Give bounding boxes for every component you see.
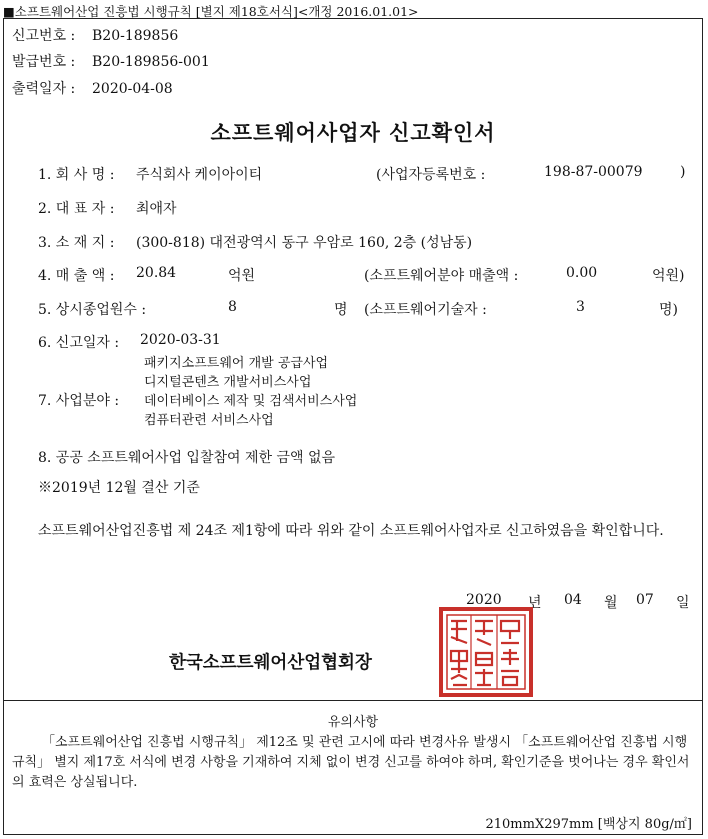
print-date-row [12,78,173,98]
sw-sales-label: (소프트웨어분야 매출액 : [364,268,519,284]
settlement-note: ※2019년 12월 결산 기준 [38,480,200,496]
sales-unit: 억원 [228,268,256,284]
issue-year-unit: 년 [528,595,542,611]
report-date-value: 2020-03-31 [140,332,221,348]
company-name: 주식회사 케이아이티 [136,167,263,183]
sales-value: 20.84 [136,265,177,281]
issue-month: 04 [564,592,582,608]
employees-value: 8 [228,299,237,315]
confirmation-text: 소프트웨어산업진흥법 제 24조 제1항에 따라 위와 같이 소프트웨어사업자로 신고하였음을 확인합니다. [38,523,664,539]
employees-unit: 명 [334,302,348,318]
print-date-value: 2020-04-08 [92,81,173,97]
notes-text: 「소프트웨어산업 진흥법 시행규칙」 제12조 및 관련 고시에 따라 변경사유 발생시 「소프트웨어산업 진흥법 시행규칙」 별지 제17호 서식에 변경 사항을 기재하여 지체 없이 변경 신고를 하여야 하며, 확인기준을 벗어나는 경우 확인서의 효력은 상실됩니다. [12,735,690,790]
notes-heading: 유의사항 [327,715,379,730]
employees-label: 5. 상시종업원수 : [38,302,147,318]
report-number-value: B20-189856 [92,28,179,44]
issue-day: 07 [636,592,654,608]
representative-name: 최애자 [136,201,177,217]
business-reg-close: ) [680,164,686,180]
print-date-label: 출력일자 : [12,81,76,97]
business-item: 데이터베이스 제작 및 검색서비스사업 [144,394,358,409]
sw-engineers-unit: 명) [659,302,678,318]
sw-sales-unit: 억원) [652,268,685,284]
public-bid-limit: 8. 공공 소프트웨어사업 입찰참여 제한 금액 없음 [38,450,336,466]
address-label: 3. 소 재 지 : [38,235,115,251]
certificate-frame [3,18,703,835]
report-number-row [12,25,178,45]
paper-spec: 210mmX297mm [백상지 80g/㎡] [485,817,692,832]
report-number-label: 신고번호 : [12,28,76,44]
form-header: ■소프트웨어산업 진흥법 시행규칙 [별지 제18호서식]<개정 2016.01.01> [3,4,419,19]
sw-engineers-value: 3 [576,299,585,315]
company-label: 1. 회 사 명 : [38,167,115,183]
business-item: 디지털콘텐츠 개발서비스사업 [144,375,312,390]
issue-number-row [12,51,210,71]
official-seal-icon [439,607,533,697]
business-item: 패키지소프트웨어 개발 공급사업 [144,356,329,371]
notes-divider [4,700,702,701]
issue-day-unit: 일 [676,595,690,611]
issue-number-value: B20-189856-001 [92,54,210,70]
business-reg-label: (사업자등록번호 : [376,167,486,183]
business-reg-number: 198-87-00079 [544,164,643,180]
address-value: (300-818) 대전광역시 동구 우암로 160, 2층 (성남동) [136,235,473,251]
representative-label: 2. 대 표 자 : [38,201,115,217]
issue-month-unit: 월 [604,595,618,611]
issue-number-label: 발급번호 : [12,54,76,70]
sw-engineers-label: (소프트웨어기술자 : [364,302,487,318]
report-date-label: 6. 신고일자 : [38,335,120,351]
document-title: 소프트웨어사업자 신고확인서 [210,121,496,145]
business-field-label: 7. 사업분야 : [38,393,120,409]
business-item: 컴퓨터관련 서비스사업 [144,413,274,428]
issuer-name: 한국소프트웨어산업협회장 [169,653,372,673]
issue-year: 2020 [466,592,502,608]
sw-sales-value: 0.00 [566,265,598,281]
sales-label: 4. 매 출 액 : [38,268,115,284]
